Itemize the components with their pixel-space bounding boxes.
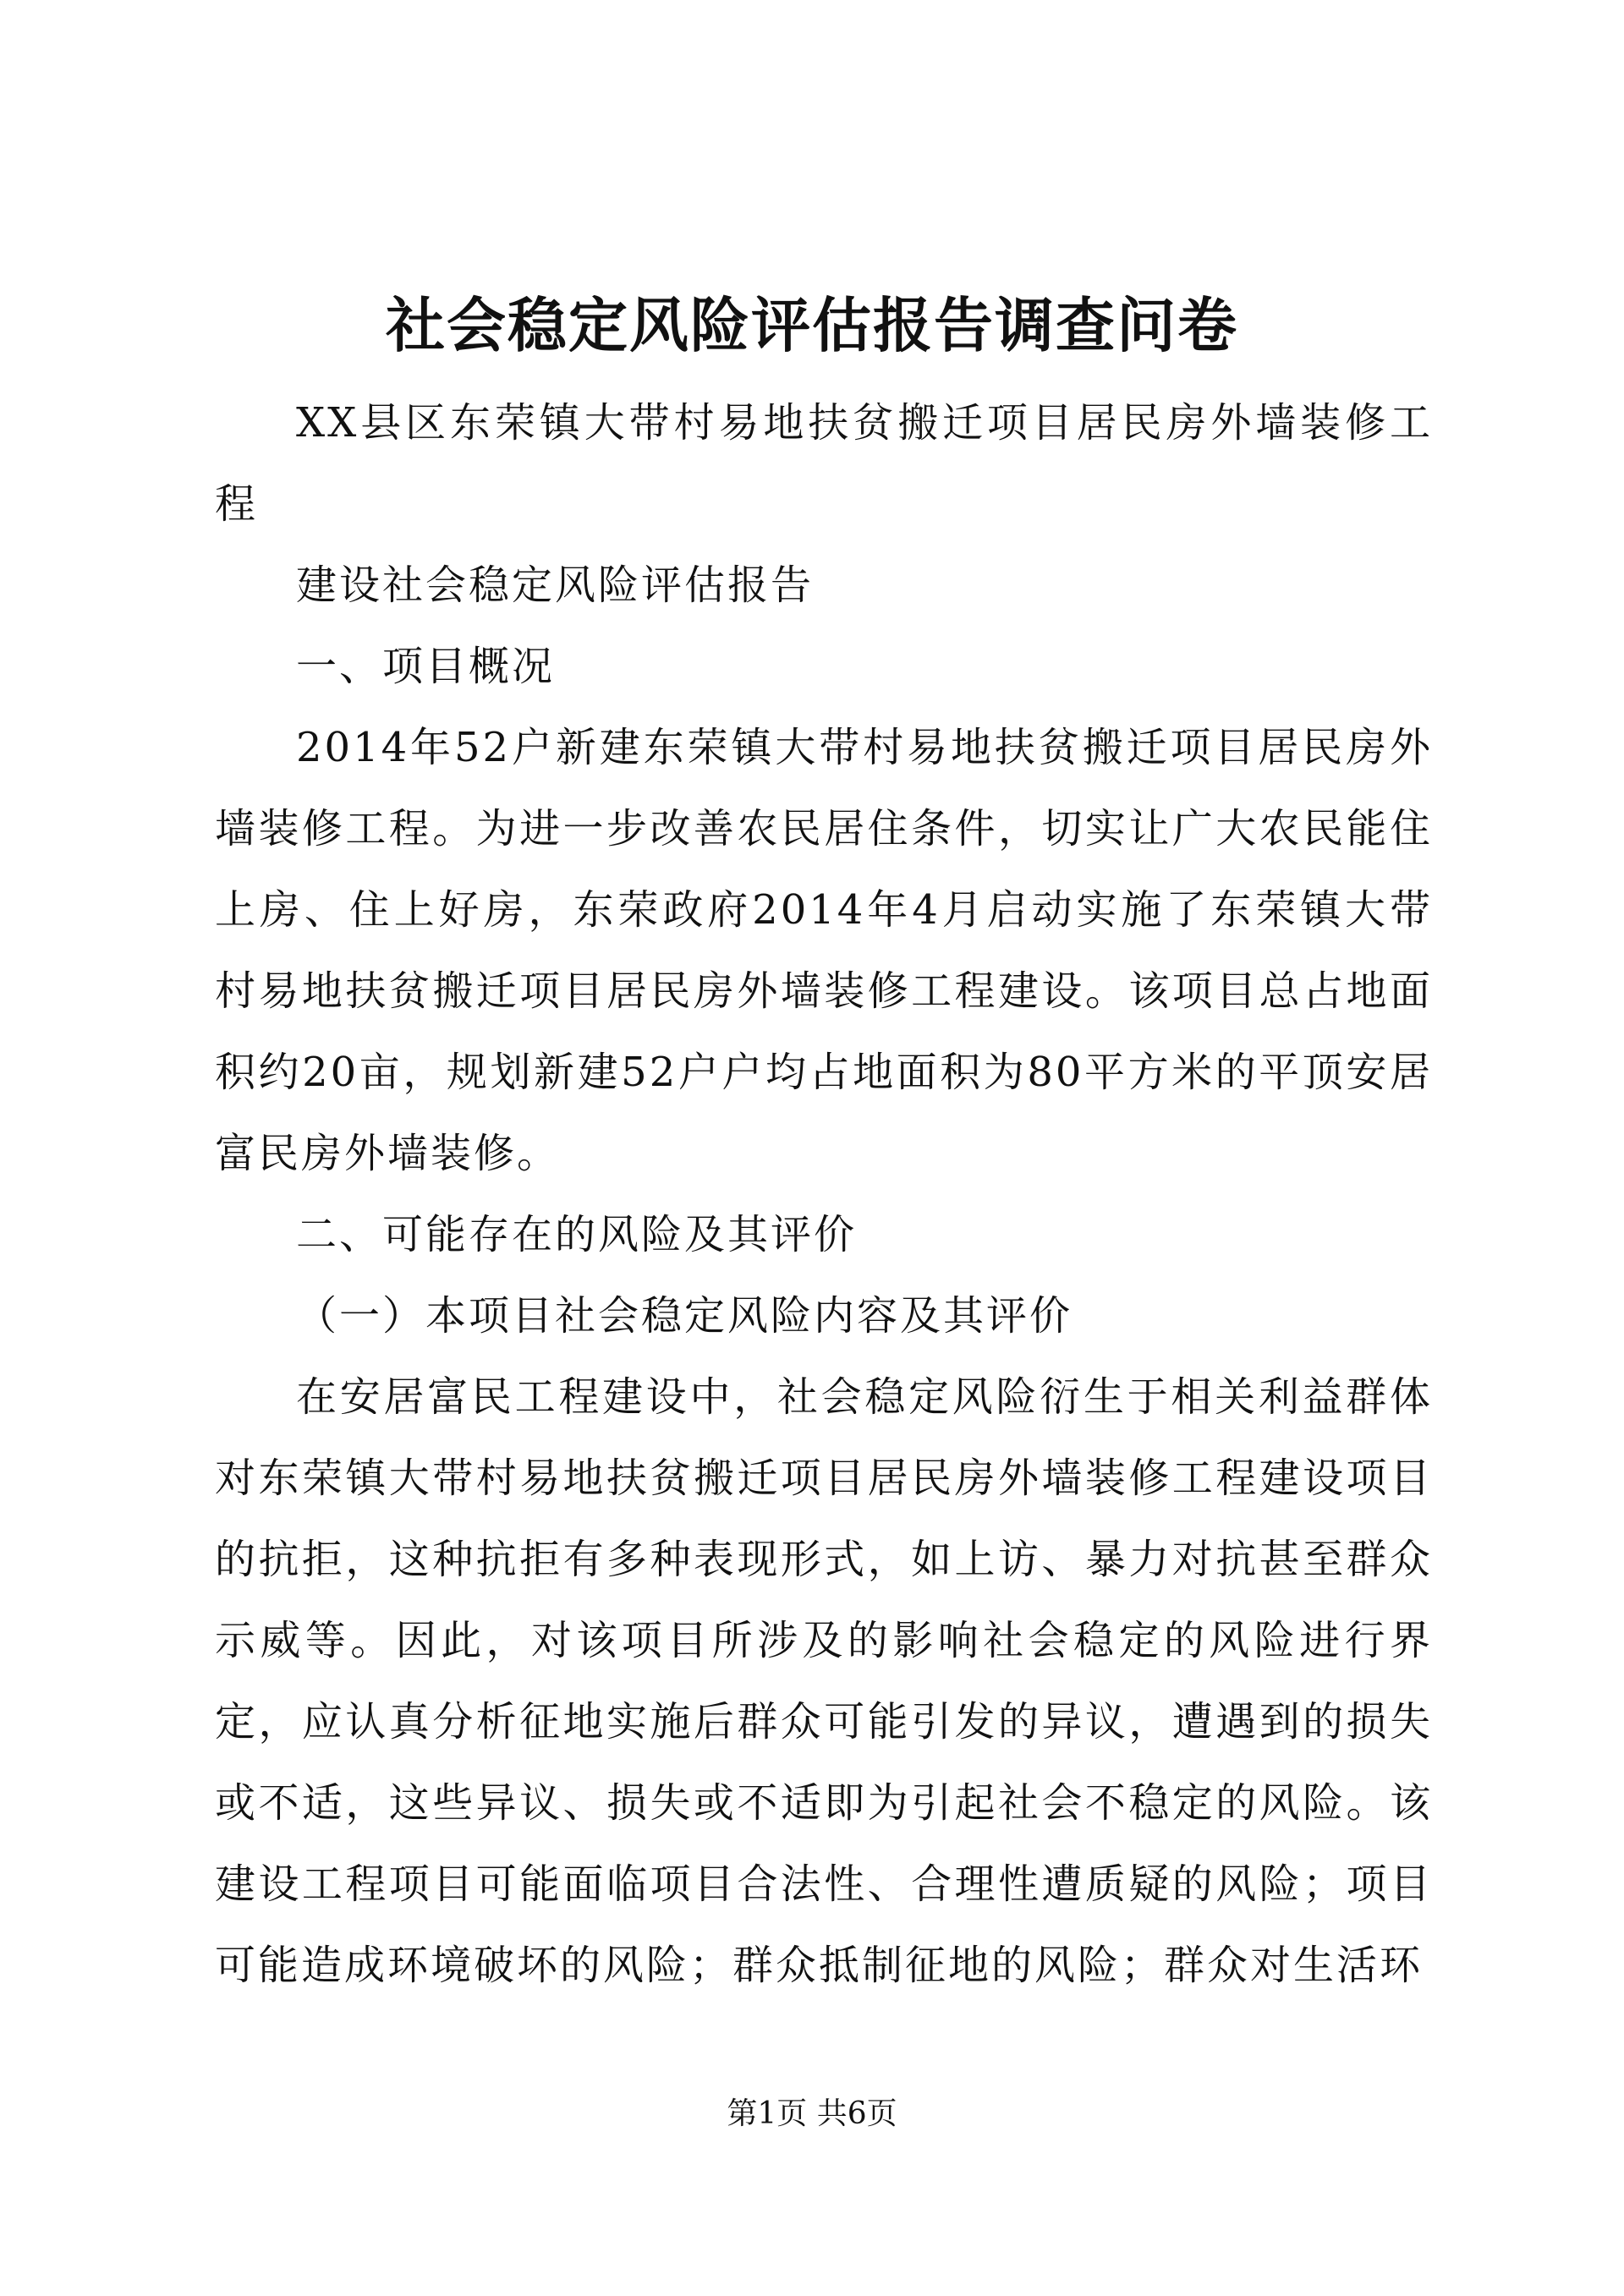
document-body: [215, 382, 1433, 2006]
section-heading-overview: 一、项目概况: [296, 643, 556, 690]
report-subtitle-paragraph: 建设社会稳定风险评估报告: [296, 562, 815, 609]
risk-analysis-paragraph: 在安居富民工程建设中，社会稳定风险衍生于相关利益群体对东荣镇大带村易地扶贫搬迁项目居民房外墙装修工程建设项目的抗拒，这种抗拒有多种表现形式，如上访、暴力对抗甚至群众示威等。因此，对该项目所涉及的影响社会稳定的风险进行界定，应认真分析征地实施后群众可能引发的异议，遭遇到的损失或不适，这些异议、损失或不适即为引起社会不稳定的风险。该建设工程项目可能面临项目合法性、合理性遭质疑的风险；项目可能造成环境破坏的风险；群众抵制征地的风险；群众对生活环: [215, 1373, 1433, 1989]
page-footer: 第1页 共6页: [727, 2096, 897, 2131]
section-heading-risks: 二、可能存在的风险及其评价: [296, 1211, 858, 1258]
overview-paragraph: 2014年52户新建东荣镇大带村易地扶贫搬迁项目居民房外墙装修工程。为进一步改善农民居住条件，切实让广大农民能住上房、住上好房，东荣政府2014年4月启动实施了东荣镇大带村易地扶贫搬迁项目居民房外墙装修工程建设。该项目总占地面积约20亩，规划新建52户户均占地面积为80平方米的平顶安居富民房外墙装修。: [215, 724, 1433, 1177]
document-title: 社会稳定风险评估报告调查问卷: [386, 290, 1238, 360]
subsection-heading-risk-content: （一）本项目社会稳定风险内容及其评价: [296, 1292, 1073, 1340]
project-name-paragraph: XX县区东荣镇大带村易地扶贫搬迁项目居民房外墙装修工程: [215, 399, 1433, 528]
